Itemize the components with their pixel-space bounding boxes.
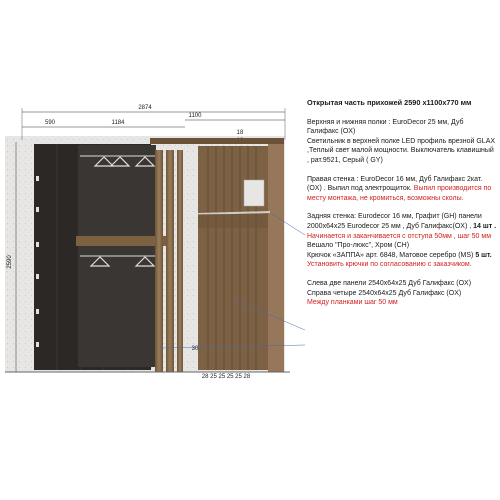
note-hook-count: 5 шт. (475, 251, 492, 259)
note-shelves (307, 118, 497, 166)
dim-1184: 1184 (111, 120, 125, 126)
right-shelf (198, 214, 268, 228)
note-right-wall (307, 175, 497, 204)
middle-shelf (76, 236, 166, 246)
dim-height-2590: 2590 (7, 255, 13, 269)
dim-18-top: 18 (236, 130, 244, 136)
dim-bottom-row: 28 25 25 25 25 28 (201, 374, 251, 380)
note-back-wall (307, 212, 497, 270)
dim-30: 30 (191, 346, 199, 352)
specification-notes (307, 98, 497, 317)
dim-590: 590 (44, 120, 56, 126)
top-shelf (150, 138, 284, 144)
notes-title: Открытая часть прихожей 2590 х1100х770 мм (307, 98, 472, 107)
back-wall-panel (198, 146, 268, 370)
note-left-panels: Слева две панели 2540х64х25 Дуб Галифакс (OX) (307, 279, 472, 287)
right-side-panel (268, 140, 284, 372)
wood-slats (155, 150, 183, 372)
note-back-wall-text: Задняя стенка: Eurodecor 16 мм, Графит (GH) панели 2000х64х25 Eurodecor 25 мм , Дуб Галифакс(OX) , (307, 213, 482, 230)
note-hook: Крючок «ЗАППА» арт. 6848, Матовое серебро (MS) (307, 251, 474, 259)
note-side-panels (307, 279, 497, 308)
note-plank-step: Между планками шаг 50 мм (307, 299, 398, 307)
electrical-box (244, 180, 264, 206)
note-back-wall-step: Начинается и заканчивается с отступа 50мм , шаг 50 мм (307, 232, 492, 240)
dim-total-width: 2874 (138, 105, 152, 111)
note-right-wall-warning: Выпил производится по месту монтажа, не кромиться, возможны сколы. (307, 185, 492, 202)
note-back-wall-count: 14 шт . (473, 222, 497, 230)
note-right-wall-text: Правая стенка : EuroDecor 16 мм, Дуб Галифакс 2кат. (OX) . Выпил под электрощиток. (307, 175, 483, 193)
note-shelves-line1: Верхняя и нижняя полки : EuroDecor 25 мм, Дуб Галифакс (OX) (307, 118, 464, 136)
note-hook-warning: Установить крючки по согласованию с заказчиком. (307, 261, 472, 269)
note-hanger: Вешало "Про-люкс", Хром (CH) (307, 242, 410, 250)
dim-1100: 1100 (188, 113, 202, 119)
note-right-panels: Справа четыре 2540х64х25 Дуб Галифакс (OX) (307, 289, 462, 297)
note-shelves-line2: Светильник в верхней полке LED профиль врезной GLAX ,Теплый свет малой мощности. Выключатель клавишный , рат.9521, Серый ( GY) (307, 137, 496, 164)
